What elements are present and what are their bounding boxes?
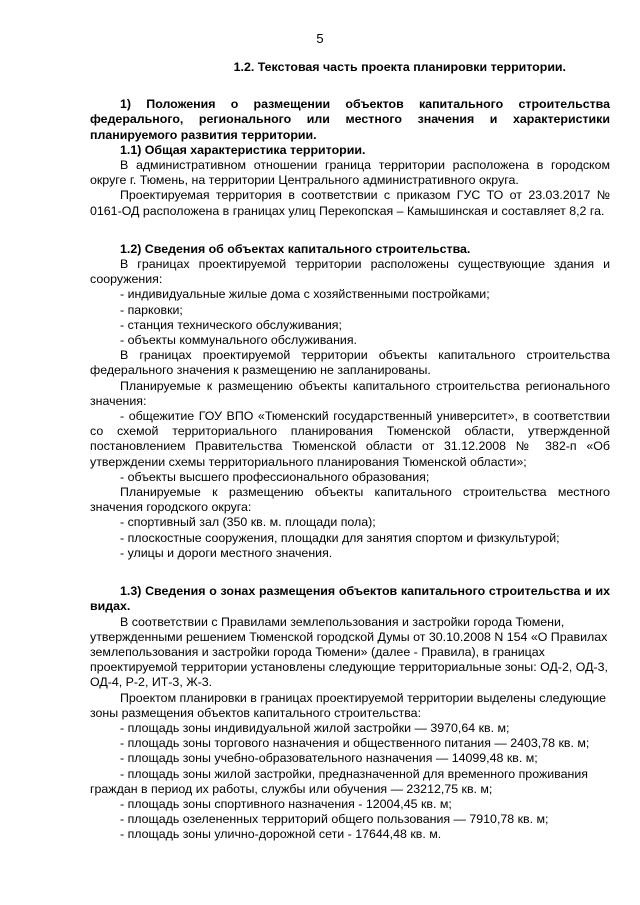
paragraph: Планируемые к размещению объекты капитального строительства регионального значения:: [90, 378, 610, 408]
list-item: - парковки;: [120, 302, 183, 317]
list-item: - плоскостные сооружения, площадки для занятия спортом и физкультурой;: [120, 530, 560, 545]
paragraph: В административном отношении граница территории расположена в городском округе г. Тюмень, на территории Центрального административного округа.: [90, 158, 610, 188]
subsection-1-3-heading: 1.3) Сведения о зонах размещения объектов капитального строительства и их видах.: [90, 584, 610, 614]
list-item: - станция технического обслуживания;: [120, 317, 342, 332]
document-body: [90, 60, 610, 843]
list-item: - общежитие ГОУ ВПО «Тюменский государственный университет», в соответствии со схемой территориального планирования Тюменской области, утвержденной постановлением Правительства Тюменской области от 31.12.2008 № 382-п «Об утверждении схемы территориального планирования Тюменской области»;: [90, 409, 610, 469]
list-item: - площадь зоны спортивного назначения - 12004,45 кв. м;: [120, 796, 452, 811]
page-number: 5: [316, 31, 324, 46]
list-item: - площадь зоны торгового назначения и общественного питания — 2403,78 кв. м;: [120, 736, 590, 751]
paragraph: В соответствии с Правилами землепользования и застройки города Тюмени, утвержденными решением Тюменской городской Думы от 30.10.2008 N 154 «О Правилах землепользования и застройки города Тюмени» (далее - Правила), в границах проектируемой территории установлены следующие территориальные зоны: ОД-2, ОД-3, ОД-4, Р-2, ИТ-3, Ж-3.: [90, 614, 608, 690]
paragraph: Проектом планировки в границах проектируемой территории выделены следующие зоны размещения объектов капитального строительства:: [90, 690, 607, 720]
list-item: - площадь зоны улично-дорожной сети - 17644,48 кв. м.: [120, 827, 442, 842]
list-item: - спортивный зал (350 кв. м. площади пола);: [120, 515, 376, 530]
paragraph: В границах проектируемой территории расположены существующие здания и сооружения:: [90, 257, 610, 287]
list-item: - площадь зоны жилой застройки, предназначенной для временного проживания граждан в период их работы, службы или обучения — 23212,75 кв. м;: [90, 766, 588, 796]
section-1-heading: 1) Положения о размещении объектов капитального строительства федерального, регионального или местного значения и характеристики планируемого развития территории.: [90, 97, 610, 142]
list-item: - индивидуальные жилые дома с хозяйственными постройками;: [120, 287, 490, 302]
list-item: - объекты высшего профессионального образования;: [120, 469, 430, 484]
subsection-1-2-heading: 1.2) Сведения об объектах капитального строительства.: [120, 241, 471, 256]
paragraph: В границах проектируемой территории объекты капитального строительства федерального значения к размещению не запланированы.: [90, 348, 610, 378]
list-item: - улицы и дороги местного значения.: [120, 545, 333, 560]
list-item: - объекты коммунального обслуживания.: [120, 333, 357, 348]
paragraph: Проектируемая территория в соответствии с приказом ГУС ТО от 23.03.2017 № 0161-ОД расположена в границах улиц Перекопская – Камышинская и составляет 8,2 га.: [90, 188, 610, 218]
list-item: - площадь озелененных территорий общего пользования — 7910,78 кв. м;: [120, 812, 549, 827]
paragraph: Планируемые к размещению объекты капитального строительства местного значения городского округа:: [90, 485, 610, 515]
section-title: 1.2. Текстовая часть проекта планировки территории.: [233, 60, 566, 74]
list-item: - площадь зоны учебно-образовательного назначения — 14099,48 кв. м;: [120, 751, 538, 766]
list-item: - площадь зоны индивидуальной жилой застройки — 3970,64 кв. м;: [120, 720, 510, 735]
subsection-1-1-heading: 1.1) Общая характеристика территории.: [120, 142, 366, 157]
